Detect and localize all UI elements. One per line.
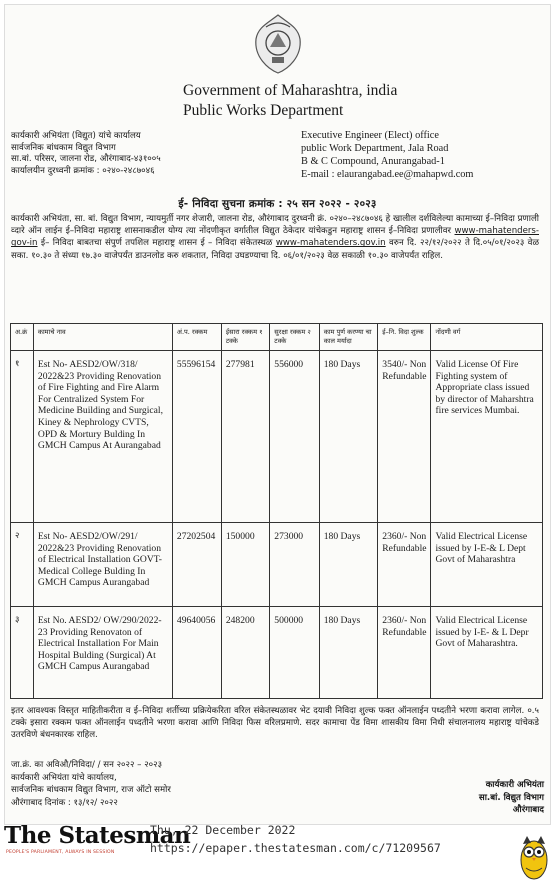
reference-line: जा.क्रं. का अविऔ/निविदा/ / सन २०२२ – २०२३ [11, 760, 163, 770]
column-header: सुरक्षा रक्कम २ टक्के [270, 324, 319, 351]
newspaper-tagline: PEOPLE'S PARLIAMENT, ALWAYS IN SESSION [6, 850, 115, 855]
fee-cell: 2360/- Non Refundable [378, 523, 431, 607]
tender-notice [4, 4, 551, 825]
tender-portal-link[interactable]: www-mahatenders-gov-in [11, 226, 539, 249]
serial-cell: २ [11, 523, 34, 607]
work-name-cell: Est No. AESD2/ OW/290/2022-23 Providing Renovaton of Electrical Installation For Main Hospital Bulding (Surgical) At GMCH Campus Aurangabad [33, 607, 172, 699]
fee-cell: 2360/- Non Refundable [378, 607, 431, 699]
government-heading [183, 81, 397, 121]
registration-class-cell: Valid Electrical License issued by I-E- & L Depr Govt of Maharashtra. [431, 607, 543, 699]
column-header: काम पुर्ण करण्या चा काल मर्यादा [319, 324, 378, 351]
reference-line: सार्वजनिक बांधकाम विद्युत विभाग, राज ऑटो समोर [11, 785, 171, 795]
table-header-row [11, 324, 543, 351]
column-header: अं.प. रक्कम [172, 324, 221, 351]
serial-cell: ३ [11, 607, 34, 699]
publication-date: Thu, 22 December 2022 [150, 823, 296, 837]
signature-block [479, 779, 544, 817]
address-line: सार्वजनिक बांधकाम विद्युत विभाग [11, 142, 116, 153]
registration-class-cell: Valid Electrical License issued by I-E-& L Dept Govt of Maharashtra [431, 523, 543, 607]
epaper-link[interactable]: https://epaper.thestatesman.com/c/71209567 [150, 841, 441, 855]
address-line: B & C Compound, Anurangabad-1 [301, 156, 445, 167]
fee-cell: 3540/- Non Refundable [378, 351, 431, 523]
emd-cell: 248200 [221, 607, 269, 699]
security-cell: 273000 [270, 523, 319, 607]
government-seal-icon [252, 13, 304, 75]
address-line: कार्यालयीन दुरध्वनी क्रमांक : ०२४०-२४८७०४६ [11, 165, 155, 176]
reference-block [11, 759, 171, 809]
office-address-marathi [11, 131, 291, 177]
period-cell: 180 Days [319, 607, 378, 699]
amount-cell: 55596154 [172, 351, 221, 523]
period-cell: 180 Days [319, 351, 378, 523]
intro-text: वरुन दि. २२/१२/२०२२ ते दि.०५/०१/२०२३ वेळ सका. १०.३० ते संध्या १७.३० वाजेपर्यंत डाउनलोड करु शकतात, निविदा उघडण्याचा दि. ०६/०१/२०२३ वेळ सकाळी १०.३० वाजेपर्यंत राहिल. [11, 238, 539, 261]
department-name: Public Works Department [183, 102, 344, 119]
signature-line: औरंगाबाद [512, 805, 544, 815]
notice-title: ई- निविदा सुचना क्रमांक : २५ सन २०२२ - २०२३ [178, 198, 377, 210]
email-line: E-mail : elaurangabad.ee@mahapwd.com [301, 169, 474, 180]
intro-paragraph [11, 213, 539, 262]
work-name-cell: Est No- AESD2/OW/291/ 2022&23 Providing Renovation of Electrical Installation GOVT- Medical College Bulding In GMCH Campus Aurangabad [33, 523, 172, 607]
column-header: ईसारा रक्कम १ टक्के [221, 324, 269, 351]
column-header: नोंदणी वर्ग [431, 324, 543, 351]
intro-text: कार्यकारी अभियंता, सा. बां. विद्युत विभाग, न्यायमुर्ती नगर शेजारी, जालना रोड, औरंगाबाद दुरध्वनी क्रं. ०२४०–२४८७०४६ हे खालील दर्शविलेल्या कामाच्या ई–निविदा प्रणाली व्दारे ऑन लाईन ई–निविदा महाराष्ट्र शासनाकडील योग्य त्या नोंदणीकृत वर्गातील विद्युत ठेकेदार यांचेकडुन महाराष्ट्र शासन ई–निविदा प्रणालीवर [11, 214, 539, 237]
signature-line: सा.बां. विद्युत विभाग [478, 792, 544, 803]
reference-line: कार्यकारी अभियंता यांचे कार्यालय, [11, 772, 117, 783]
column-header: कामाचे नाव [33, 324, 172, 351]
column-header: अ.क्रं [11, 324, 34, 351]
signature-line: कार्यकारी अभियंता [485, 780, 544, 790]
column-header: ई–नि. विदा शुल्क [378, 324, 431, 351]
serial-cell: १ [11, 351, 34, 523]
intro-text: ई– निविदा बाबतचा संपुर्ण तपशिल महाराष्ट्र शासन ई – निविदा संकेतस्थळ [37, 238, 276, 249]
amount-cell: 49640056 [172, 607, 221, 699]
security-cell: 500000 [270, 607, 319, 699]
tender-portal-link[interactable]: www-mahatenders.gov.in [275, 238, 386, 249]
amount-cell: 27202504 [172, 523, 221, 607]
emd-cell: 277981 [221, 351, 269, 523]
reference-line: औरंगाबाद दिनांक : १३/१२/ २०२२ [11, 797, 118, 808]
newspaper-logo: The Statesman [4, 822, 191, 849]
period-cell: 180 Days [319, 523, 378, 607]
table-row [11, 523, 543, 607]
address-line: कार्यकारी अभियंता (विद्युत) यांचे कार्यालय [11, 131, 141, 141]
works-table [10, 323, 543, 699]
address-line: public Work Department, Jala Road [301, 143, 449, 154]
emd-cell: 150000 [221, 523, 269, 607]
owl-mascot-icon [518, 830, 550, 882]
government-name: Government of Maharashtra, india [183, 82, 398, 99]
table-row [11, 351, 543, 523]
terms-paragraph: इतर आवश्यक विस्तृत माहितीकरीता व ई–निविदा शर्तीच्या प्रक्रियेकरिता वरिल संकेतस्थळावर भेट दयावी निविदा शुल्क फक्त ऑनलाईन पध्दतीने भरणा करावा लागेल. ०.५ टक्के इसारा रक्कम फक्त ऑनलाईन पध्दतीने भरणा करावा आणि निविदा फिस वरिलप्रमाणे. सदर कामाचा पेंड विमा शासकीय विमा निधी संचालनालय महाराष्ट्र यांचेकडे उतरविणे बंधनकारक राहिल. [11, 706, 539, 741]
security-cell: 556000 [270, 351, 319, 523]
table-row [11, 607, 543, 699]
registration-class-cell: Valid License Of Fire Fighting system of Appropriate class issued by director of Maharshtra fire services Mumbai. [431, 351, 543, 523]
office-address-english [301, 129, 541, 181]
work-name-cell: Est No- AESD2/OW/318/ 2022&23 Providing Renovation of Fire Fighting and Fire Alarm For Centralized System For Medicine Building and Surgical, Kiney & Nephrology CVTS, OPD & Mortury Bulding In GMCH Campus At Aurangabad [33, 351, 172, 523]
address-line: Executive Engineer (Elect) office [301, 130, 439, 141]
address-line: सा.बां. परिसर, जालना रोड, औरंगाबाद-४३१००५ [11, 154, 161, 164]
